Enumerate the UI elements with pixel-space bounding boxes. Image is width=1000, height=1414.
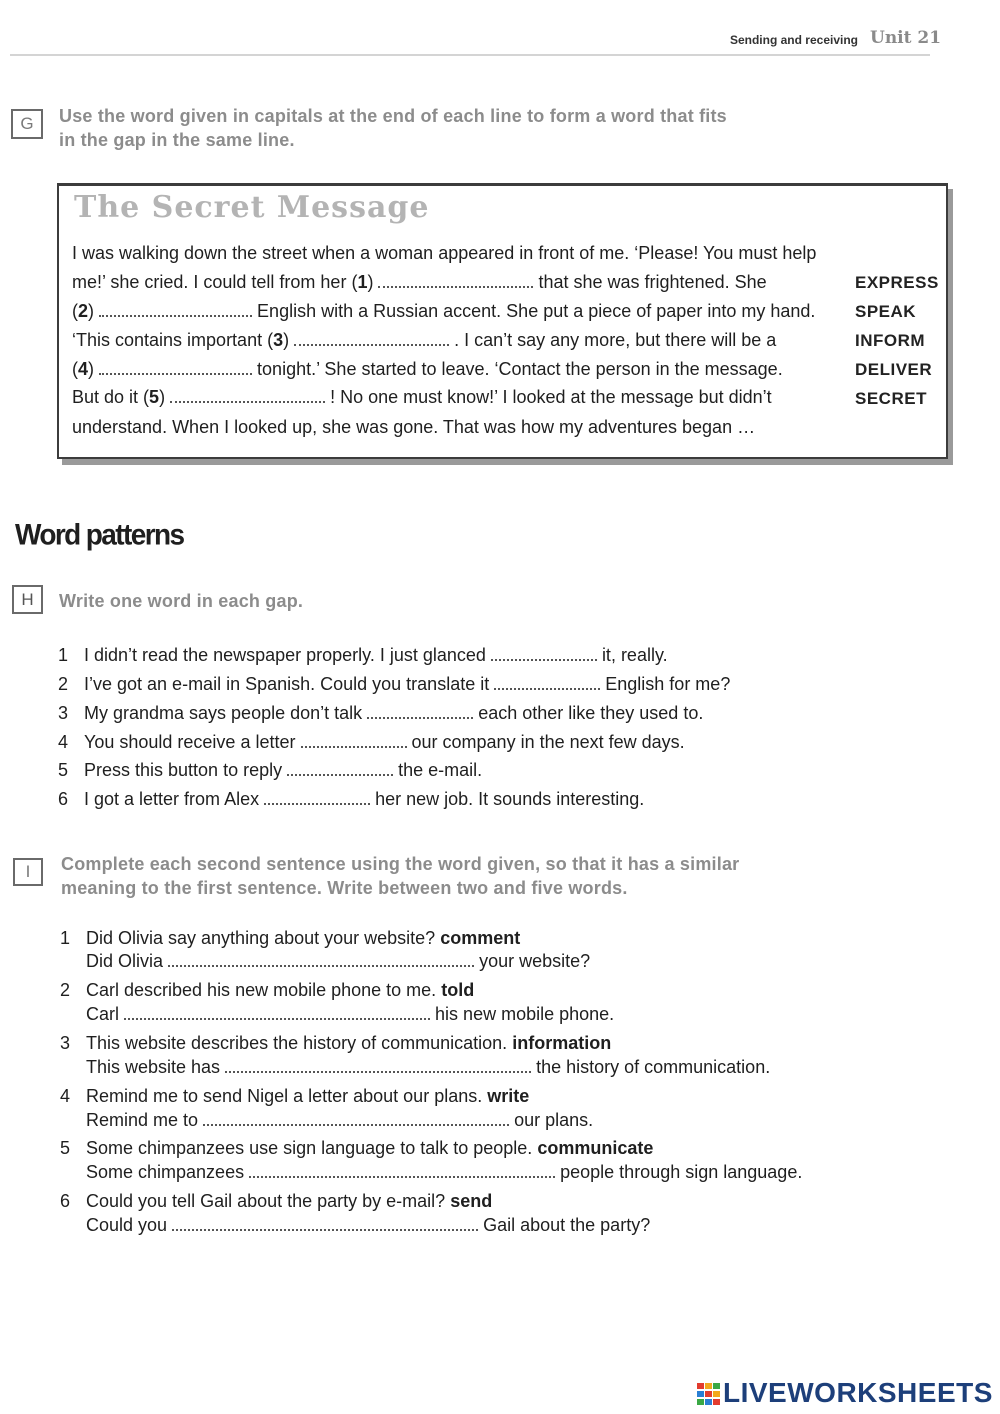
i-item-sentence: 3 This website describes the history of communication. information [60,1033,612,1053]
gap-4[interactable] [99,360,252,375]
h-gap-4[interactable] [301,733,407,748]
i-item-answer: Remind me to our plans. [86,1110,594,1130]
gap-5[interactable] [170,388,325,403]
keyword-inform: INFORM [855,331,926,350]
exercise-i-box [13,858,43,886]
gap-2[interactable] [99,302,252,317]
message-line-6: But do it (5) ! No one must know!’ I looked at the message but didn’t [72,387,772,407]
h-gap-5[interactable] [287,761,393,776]
h-gap-2[interactable] [494,675,600,690]
h-gap-3[interactable] [367,704,473,719]
exercise-h-instruction: Write one word in each gap. [59,591,304,611]
h-item: 5 Press this button to reply the e-mail. [58,760,483,780]
h-item: 4 You should receive a letter our company in the next few days. [58,732,685,752]
i-item-answer: Did Olivia your website? [86,951,591,971]
keyword-deliver: DELIVER [855,360,933,379]
h-item: 6 I got a letter from Alex her new job. It sounds interesting. [58,789,645,809]
i-item-sentence: 5 Some chimpanzees use sign language to talk to people. communicate [60,1138,654,1158]
word-patterns-heading: Word patterns [15,518,184,551]
unit-label: Unit 21 [870,28,942,48]
keyword-secret: SECRET [855,389,927,408]
i-item-sentence: 6 Could you tell Gail about the party by e-mail? send [60,1191,493,1211]
i-gap-3[interactable] [225,1058,531,1073]
i-item-answer: Could you Gail about the party? [86,1215,651,1235]
i-gap-6[interactable] [172,1216,478,1231]
running-head: Sending and receiving [729,33,858,47]
keyword-speak: SPEAK [855,302,917,321]
h-item: 1 I didn’t read the newspaper properly. I just glanced it, really. [58,645,668,665]
footer-brand: LIVEWORKSHEETS [723,1377,993,1408]
message-line-1: I was walking down the street when a woman appeared in front of me. ‘Please! You must help [72,243,817,263]
h-gap-1[interactable] [491,646,597,661]
message-line-2: me!’ she cried. I could tell from her (1) that she was frightened. She [72,272,767,292]
message-line-4: ‘This contains important (3) . I can’t say any more, but there will be a [72,330,777,350]
gap-1[interactable] [378,273,533,288]
i-item-sentence: 4 Remind me to send Nigel a letter about our plans. write [60,1086,530,1106]
i-item-sentence: 1 Did Olivia say anything about your website? comment [60,928,521,948]
secret-message-title: The Secret Message [74,190,430,225]
i-gap-2[interactable] [124,1005,430,1020]
header-rule [10,54,930,56]
exercise-g-letter: G [20,114,34,133]
liveworksheets-logo-icon [697,1383,721,1405]
exercise-h-letter: H [21,590,34,609]
message-line-7: understand. When I looked up, she was gone. That was how my adventures began … [72,417,756,437]
message-line-3: (2) English with a Russian accent. She put a piece of paper into my hand. [72,301,816,321]
i-item-answer: Carl his new mobile phone. [86,1004,615,1024]
exercise-i-letter: I [25,862,31,881]
gap-3[interactable] [294,331,449,346]
exercise-i-instruction-1: Complete each second sentence using the word given, so that it has a similar [61,854,740,874]
i-gap-5[interactable] [249,1163,555,1178]
h-gap-6[interactable] [264,790,370,805]
h-item: 2 I’ve got an e-mail in Spanish. Could you translate it English for me? [58,674,731,694]
i-gap-1[interactable] [168,952,474,967]
i-item-answer: This website has the history of communication. [86,1057,771,1077]
exercise-g-instruction-2: in the gap in the same line. [59,130,295,150]
i-item-sentence: 2 Carl described his new mobile phone to me. told [60,980,475,1000]
keyword-express: EXPRESS [855,273,939,292]
i-gap-4[interactable] [203,1111,509,1126]
exercise-g-box [11,109,43,139]
exercise-g-instruction-1: Use the word given in capitals at the end of each line to form a word that fits [59,106,727,126]
exercise-i-instruction-2: meaning to the first sentence. Write between two and five words. [61,878,628,898]
exercise-h-box [12,585,43,614]
message-line-5: (4) tonight.’ She started to leave. ‘Contact the person in the message. [72,359,783,379]
h-item: 3 My grandma says people don’t talk each other like they used to. [58,703,704,723]
i-item-answer: Some chimpanzees people through sign language. [86,1162,803,1182]
